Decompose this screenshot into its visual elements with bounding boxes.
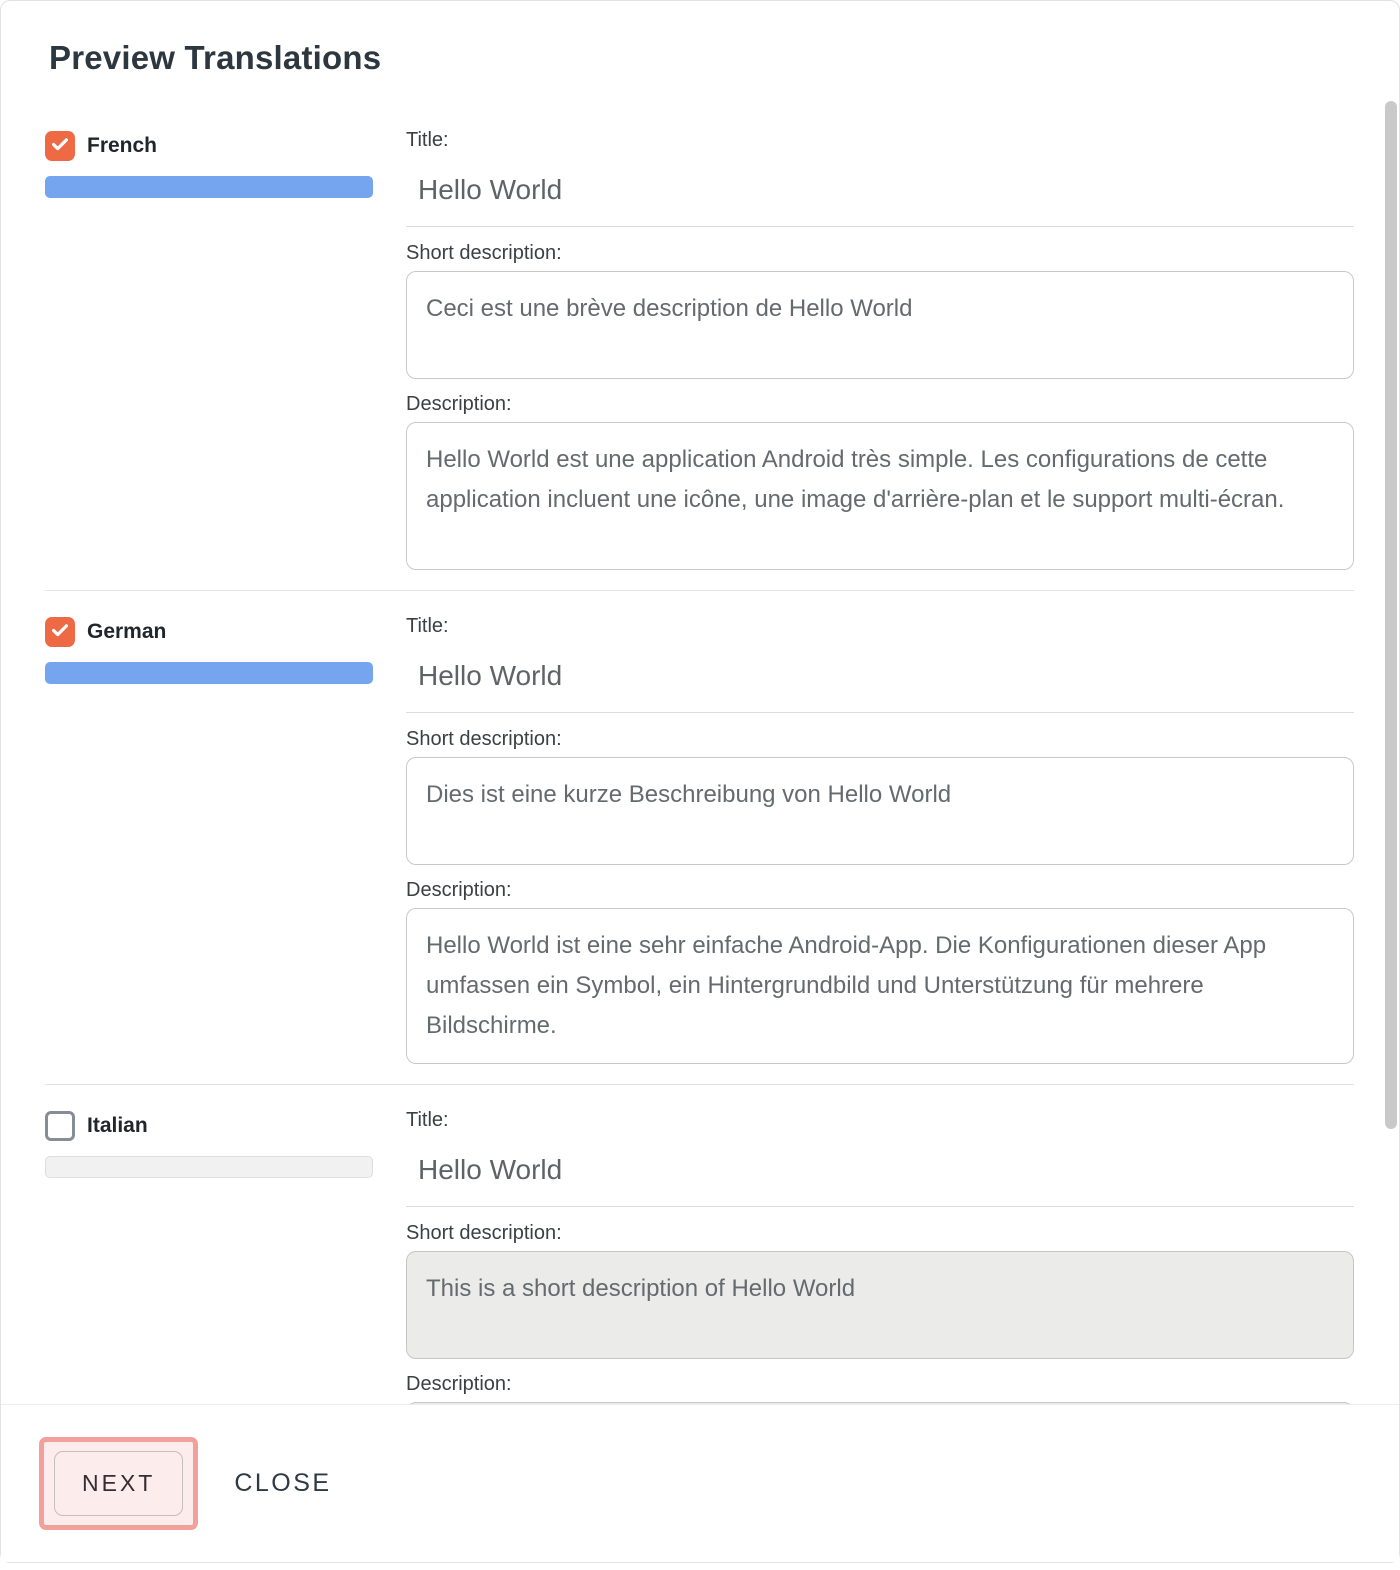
- german-title-label: Title:: [406, 615, 449, 637]
- italian-checkbox[interactable]: [45, 1111, 75, 1141]
- close-button[interactable]: CLOSE: [234, 1469, 332, 1497]
- french-label: French: [87, 134, 158, 157]
- dialog-footer: [1, 1404, 1399, 1562]
- italian-checkbox-row: [45, 1111, 406, 1141]
- dialog-content: [1, 1, 1399, 1406]
- french-short-description-label: Short description:: [406, 242, 562, 264]
- german-left-column: [45, 615, 406, 1064]
- german-short-description-field[interactable]: Dies ist eine kurze Beschreibung von Hello World: [406, 757, 1354, 865]
- italian-label: Italian: [87, 1114, 148, 1137]
- next-button[interactable]: NEXT: [54, 1451, 183, 1516]
- french-left-column: [45, 129, 406, 570]
- german-title-value[interactable]: Hello World: [406, 644, 1354, 713]
- italian-short-description-label: Short description:: [406, 1222, 562, 1244]
- italian-short-description-field[interactable]: This is a short description of Hello World: [406, 1251, 1354, 1359]
- section-french: [45, 129, 1354, 590]
- section-german: [45, 590, 1354, 1084]
- vertical-scrollbar-thumb[interactable]: [1385, 101, 1397, 1129]
- french-progress-bar: [45, 176, 373, 198]
- french-description-label: Description:: [406, 393, 512, 415]
- page-title: Preview Translations: [49, 39, 382, 76]
- french-checkbox-row: [45, 131, 406, 161]
- french-short-description-field[interactable]: Ceci est une brève description de Hello World: [406, 271, 1354, 379]
- french-title-value[interactable]: Hello World: [406, 158, 1354, 227]
- german-short-description-label: Short description:: [406, 728, 562, 750]
- french-title-label: Title:: [406, 129, 449, 151]
- checkmark-icon: [49, 619, 71, 646]
- german-progress-bar: [45, 662, 373, 684]
- german-label: German: [87, 620, 167, 643]
- italian-progress-bar: [45, 1156, 373, 1178]
- french-fields: [406, 129, 1354, 570]
- checkmark-icon: [49, 133, 71, 160]
- italian-title-value[interactable]: Hello World: [406, 1138, 1354, 1207]
- language-sections: [45, 129, 1354, 1570]
- french-description-field[interactable]: Hello World est une application Android très simple. Les configurations de cette application incluent une icône, une image d'arrière-plan et le support multi-écran.: [406, 422, 1354, 570]
- french-checkbox[interactable]: [45, 131, 75, 161]
- italian-description-label: Description:: [406, 1373, 512, 1395]
- german-description-label: Description:: [406, 879, 512, 901]
- next-button-focus-ring: [39, 1437, 198, 1530]
- german-checkbox[interactable]: [45, 617, 75, 647]
- german-checkbox-row: [45, 617, 406, 647]
- german-description-field[interactable]: Hello World ist eine sehr einfache Android-App. Die Konfigurationen dieser App umfassen ein Symbol, ein Hintergrundbild und Unterstützung für mehrere Bildschirme.: [406, 908, 1354, 1064]
- italian-title-label: Title:: [406, 1109, 449, 1131]
- german-fields: [406, 615, 1354, 1064]
